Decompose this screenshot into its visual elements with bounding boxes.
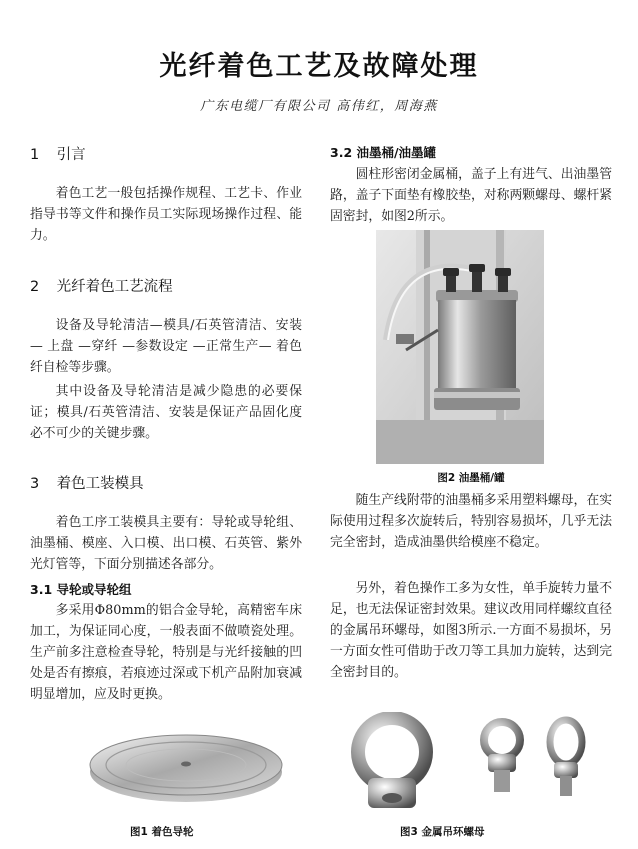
section-3-paragraph: 着色工序工装模具主要有：导轮或导轮组、油墨桶、模座、入口模、出口模、石英管、紫外光灯管等，下面分别描述各部分。	[30, 515, 302, 572]
paragraph-metal-eye-nut: 另外，着色操作工多为女性，单手旋转力量不足，也无法保证密封效果。建议改用同样螺纹直径的金属吊环螺母，如图3所示.一方面不易损坏，另一方面女性可借助于改刀等工具加力旋转，达到完全密封目的。	[330, 581, 612, 680]
subsection-3-2-paragraph: 圆柱形密闭金属桶，盖子上有进气、出油墨管路，盖子下面垫有橡胶垫，对称两颗螺母、螺杆紧固密封，如图2所示。	[330, 167, 612, 224]
section-2-number: 2	[30, 279, 40, 295]
paragraph-after-figure-2: 随生产线附带的油墨桶多采用塑料螺母，在实际使用过程多次旋转后，特别容易损坏，几乎无法完全密封，造成油墨供给模座不稳定。	[330, 493, 612, 550]
section-1-title: 引言	[56, 147, 86, 163]
figure-3-caption: 图3 金属吊环螺母	[400, 826, 485, 838]
section-2-heading	[30, 275, 173, 296]
section-2-paragraph-2: 其中设备及导轮清洁是减少隐患的必要保证；模具/石英管清洁、安装是保证产品固化度必不可少的关键步骤。	[30, 384, 302, 441]
figure-1-caption: 图1 着色导轮	[130, 826, 194, 838]
article-authors: 广东电缆厂有限公司 高伟红，周海燕	[200, 99, 438, 114]
article-title: 光纤着色工艺及故障处理	[159, 51, 479, 82]
section-3-title: 着色工装模具	[56, 476, 144, 492]
section-3-number: 3	[30, 476, 40, 492]
guide-wheel-figure	[86, 720, 286, 810]
section-1-heading	[30, 143, 86, 164]
section-1-number: 1	[30, 147, 40, 163]
section-3-heading	[30, 472, 144, 493]
eye-nut-figure	[340, 712, 612, 812]
section-1-paragraph: 着色工艺一般包括操作规程、工艺卡、作业指导书等文件和操作员工实际现场操作过程、能力。	[30, 186, 302, 243]
subsection-3-1-heading: 3.1 导轮或导轮组	[30, 582, 132, 597]
section-2-title: 光纤着色工艺流程	[56, 279, 173, 295]
section-2-paragraph-1: 设备及导轮清洁—模具/石英管清洁、安装— 上盘 —穿纤 —参数设定 —正常生产— 着色纤自检等步骤。	[30, 318, 302, 375]
ink-tank-figure	[376, 230, 544, 464]
subsection-3-1-paragraph: 多采用Φ80mm的铝合金导轮，高精密车床加工，为保证同心度，一般表面不做喷瓷处理。生产前多注意检查导轮，特别是与光纤接触的凹处是否有擦痕，若痕迹过深或下机产品附加衰减明显增加，应及时更换。	[30, 603, 302, 702]
figure-2-caption: 图2 油墨桶/罐	[437, 472, 505, 484]
subsection-3-2-heading: 3.2 油墨桶/油墨罐	[330, 145, 437, 160]
